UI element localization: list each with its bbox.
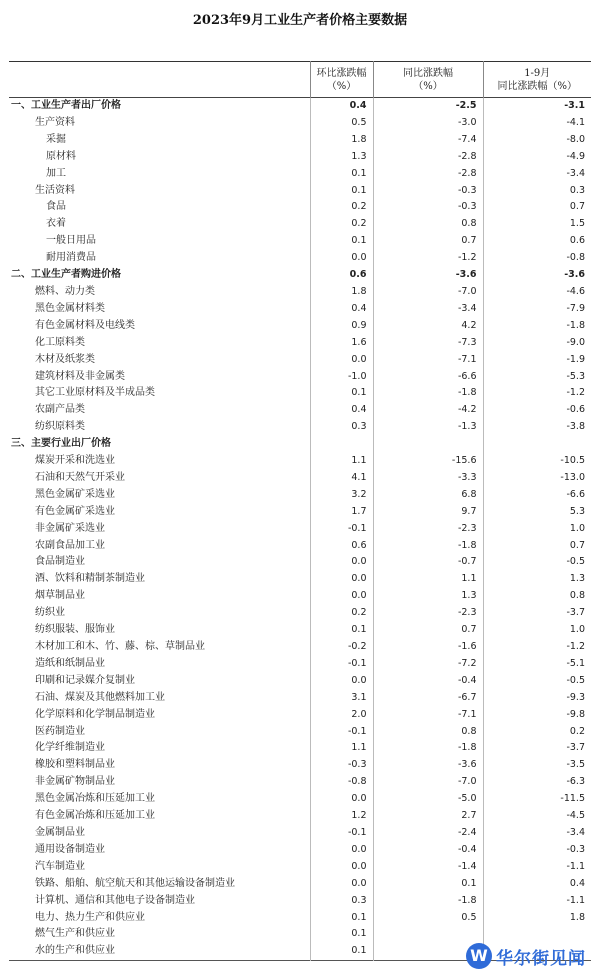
cell-yoy: -3.0 [373, 115, 483, 132]
row-label: 计算机、通信和其他电子设备制造业 [35, 894, 195, 906]
cell-yoy: -3.3 [373, 470, 483, 487]
cell-yoy: -2.4 [373, 825, 483, 842]
row-label: 酒、饮料和精制茶制造业 [35, 573, 145, 585]
cell-yoy: -7.0 [373, 284, 483, 301]
table-row [9, 690, 591, 707]
cell-yoy: 2.7 [373, 808, 483, 825]
table-row [9, 926, 591, 943]
cell-mom: 1.2 [310, 808, 373, 825]
cell-yoy: 4.2 [373, 318, 483, 335]
cell-ytd: -9.0 [483, 335, 591, 352]
page-title: 2023年9月工业生产者价格主要数据 [192, 13, 408, 28]
cell-yoy: 1.3 [373, 588, 483, 605]
cell-ytd: -3.7 [483, 605, 591, 622]
cell-yoy: -3.6 [373, 757, 483, 774]
row-label: 印刷和记录媒介复制业 [35, 674, 135, 686]
cell-yoy: -2.5 [373, 98, 483, 115]
cell-mom: 0.1 [310, 183, 373, 200]
cell-yoy: 0.7 [373, 622, 483, 639]
header-ytd-line1: 1-9月 [524, 67, 551, 79]
cell-ytd: -3.4 [483, 825, 591, 842]
table-row [9, 673, 591, 690]
cell-yoy: 6.8 [373, 487, 483, 504]
cell-mom: 0.1 [310, 926, 373, 943]
row-label: 一、工业生产者出厂价格 [11, 100, 121, 111]
row-label: 水的生产和供应业 [35, 945, 115, 957]
cell-mom: 0.5 [310, 115, 373, 132]
cell-yoy: -0.4 [373, 842, 483, 859]
row-label: 纺织原料类 [35, 421, 85, 433]
header-item [9, 62, 310, 98]
cell-mom: 0.1 [310, 910, 373, 927]
cell-mom: 0.6 [310, 267, 373, 284]
row-label: 非金属矿采选业 [35, 522, 105, 534]
row-label: 木材及纸浆类 [35, 353, 95, 365]
row-label: 烟草制品业 [35, 590, 85, 602]
cell-mom: -0.1 [310, 656, 373, 673]
row-label: 生产资料 [35, 116, 75, 128]
cell-ytd: -4.9 [483, 149, 591, 166]
table-row [9, 588, 591, 605]
cell-yoy [373, 436, 483, 453]
cell-ytd: -3.4 [483, 166, 591, 183]
row-label: 石油、煤炭及其他燃料加工业 [35, 691, 165, 703]
table-row [9, 774, 591, 791]
cell-yoy: -5.0 [373, 791, 483, 808]
table-row [9, 893, 591, 910]
cell-ytd: 0.7 [483, 538, 591, 555]
row-label: 食品 [46, 201, 66, 213]
table-row [9, 808, 591, 825]
cell-yoy: 9.7 [373, 504, 483, 521]
cell-ytd: 0.4 [483, 876, 591, 893]
table-row [9, 656, 591, 673]
cell-ytd: -1.2 [483, 639, 591, 656]
table-row [9, 757, 591, 774]
row-label: 生活资料 [35, 184, 75, 196]
table-row [9, 876, 591, 893]
header-ytd-line2: 同比涨跌幅（%） [497, 80, 577, 92]
table-row [9, 436, 591, 453]
row-label: 食品制造业 [35, 556, 85, 568]
table-row [9, 301, 591, 318]
cell-mom: 1.8 [310, 132, 373, 149]
table-row [9, 487, 591, 504]
table-row [9, 639, 591, 656]
row-label: 一般日用品 [46, 235, 96, 247]
row-label: 建筑材料及非金属类 [35, 370, 125, 382]
cell-mom: 0.2 [310, 216, 373, 233]
row-label: 通用设备制造业 [35, 843, 105, 855]
cell-mom: 0.2 [310, 199, 373, 216]
cell-yoy: -0.4 [373, 673, 483, 690]
cell-mom: 0.3 [310, 893, 373, 910]
cell-mom: 0.0 [310, 673, 373, 690]
wallstreetcn-logo-icon: W [466, 943, 492, 969]
table-row [9, 98, 591, 115]
cell-yoy: -6.7 [373, 690, 483, 707]
header-mom-line2: （%） [326, 80, 357, 92]
table-row [9, 605, 591, 622]
cell-ytd: 5.3 [483, 504, 591, 521]
cell-mom: 0.4 [310, 402, 373, 419]
table-row [9, 132, 591, 149]
cell-yoy: -3.4 [373, 301, 483, 318]
table-row [9, 149, 591, 166]
cell-yoy: -7.4 [373, 132, 483, 149]
cell-mom: 1.6 [310, 335, 373, 352]
row-label: 石油和天然气开采业 [35, 471, 125, 483]
cell-mom: 4.1 [310, 470, 373, 487]
cell-mom: 0.1 [310, 943, 373, 960]
row-label: 有色金属矿采选业 [35, 505, 115, 517]
row-label: 燃料、动力类 [35, 285, 95, 297]
cell-mom: -1.0 [310, 369, 373, 386]
row-label: 非金属矿物制品业 [35, 776, 115, 788]
cell-mom: 1.7 [310, 504, 373, 521]
cell-yoy: -1.8 [373, 893, 483, 910]
cell-mom: 1.1 [310, 453, 373, 470]
cell-ytd: -3.8 [483, 419, 591, 436]
row-label: 铁路、船舶、航空航天和其他运输设备制造业 [35, 877, 235, 889]
cell-yoy: -7.3 [373, 335, 483, 352]
cell-mom: 0.0 [310, 250, 373, 267]
cell-ytd: -3.1 [483, 98, 591, 115]
table-row [9, 622, 591, 639]
cell-mom: 0.0 [310, 571, 373, 588]
cell-ytd: -9.8 [483, 707, 591, 724]
row-label: 三、主要行业出厂价格 [11, 438, 111, 450]
cell-ytd [483, 436, 591, 453]
table-row [9, 740, 591, 757]
table-row [9, 233, 591, 250]
cell-ytd: -0.6 [483, 402, 591, 419]
cell-mom: 0.4 [310, 301, 373, 318]
cell-yoy: -2.8 [373, 166, 483, 183]
row-label: 黑色金属冶炼和压延加工业 [35, 793, 155, 805]
row-label: 煤炭开采和洗选业 [35, 455, 115, 467]
cell-yoy: 0.8 [373, 724, 483, 741]
cell-yoy: 1.1 [373, 571, 483, 588]
cell-ytd: 1.5 [483, 216, 591, 233]
cell-mom: 0.0 [310, 842, 373, 859]
header-mom-line1: 环比涨跌幅 [316, 67, 367, 79]
header-yoy-line1: 同比涨跌幅 [403, 67, 453, 79]
cell-mom: 0.6 [310, 538, 373, 555]
table-row [9, 825, 591, 842]
cell-yoy: -1.4 [373, 859, 483, 876]
cell-mom: 0.0 [310, 791, 373, 808]
cell-mom: 0.1 [310, 622, 373, 639]
cell-ytd: 1.8 [483, 910, 591, 927]
cell-mom: -0.8 [310, 774, 373, 791]
cell-mom: -0.1 [310, 825, 373, 842]
row-label: 化学原料和化学制品制造业 [35, 708, 155, 720]
table-row [9, 402, 591, 419]
cell-mom: 0.0 [310, 859, 373, 876]
cell-ytd: -1.8 [483, 318, 591, 335]
cell-yoy: -1.8 [373, 385, 483, 402]
row-label: 衣着 [46, 218, 66, 230]
cell-yoy: 0.8 [373, 216, 483, 233]
cell-ytd: 1.3 [483, 571, 591, 588]
table-row [9, 538, 591, 555]
table-row [9, 859, 591, 876]
row-label: 农副食品加工业 [35, 539, 105, 551]
row-label: 有色金属冶炼和压延加工业 [35, 810, 155, 822]
cell-mom: 0.0 [310, 876, 373, 893]
cell-yoy: -4.2 [373, 402, 483, 419]
row-label: 橡胶和塑料制品业 [35, 759, 115, 771]
table-row [9, 385, 591, 402]
cell-mom: -0.1 [310, 521, 373, 538]
cell-ytd: -0.8 [483, 250, 591, 267]
cell-yoy: -0.3 [373, 183, 483, 200]
row-label: 纺织业 [35, 607, 65, 619]
row-label: 化学纤维制造业 [35, 742, 105, 754]
cell-ytd: -13.0 [483, 470, 591, 487]
table-row [9, 521, 591, 538]
table-row [9, 284, 591, 301]
cell-ytd: 0.2 [483, 724, 591, 741]
cell-ytd: -0.5 [483, 673, 591, 690]
cell-mom: 0.0 [310, 352, 373, 369]
table-row [9, 352, 591, 369]
cell-mom: -0.1 [310, 724, 373, 741]
table-row [9, 115, 591, 132]
cell-ytd: -11.5 [483, 791, 591, 808]
cell-ytd: -5.3 [483, 369, 591, 386]
cell-mom: 3.1 [310, 690, 373, 707]
table-row [9, 554, 591, 571]
row-label: 金属制品业 [35, 826, 85, 838]
watermark-text: 华尔街见闻 [496, 948, 586, 969]
cell-yoy: -2.8 [373, 149, 483, 166]
cell-yoy: -15.6 [373, 453, 483, 470]
cell-mom: 3.2 [310, 487, 373, 504]
table-row [9, 216, 591, 233]
header-mom [310, 62, 373, 98]
table-row [9, 267, 591, 284]
row-label: 有色金属材料及电线类 [35, 319, 135, 331]
header-ytd [483, 62, 591, 98]
cell-mom: -0.2 [310, 639, 373, 656]
cell-ytd: 0.7 [483, 199, 591, 216]
cell-yoy: -7.1 [373, 352, 483, 369]
row-label: 加工 [46, 167, 66, 179]
cell-yoy: 0.1 [373, 876, 483, 893]
table-row [9, 199, 591, 216]
cell-mom: 0.1 [310, 166, 373, 183]
cell-yoy: -0.7 [373, 554, 483, 571]
cell-ytd: -1.1 [483, 893, 591, 910]
table-row [9, 166, 591, 183]
table-body [9, 98, 591, 961]
row-label: 纺织服装、服饰业 [35, 624, 115, 636]
cell-ytd: -3.5 [483, 757, 591, 774]
cell-yoy: 0.5 [373, 910, 483, 927]
row-label: 电力、热力生产和供应业 [35, 911, 145, 923]
cell-mom: 0.9 [310, 318, 373, 335]
cell-ytd: -4.1 [483, 115, 591, 132]
cell-mom: 0.2 [310, 605, 373, 622]
cell-yoy: -1.3 [373, 419, 483, 436]
cell-mom: 1.3 [310, 149, 373, 166]
header-yoy-line2: （%） [413, 80, 443, 92]
table-row [9, 571, 591, 588]
cell-ytd: -8.0 [483, 132, 591, 149]
table-row [9, 318, 591, 335]
cell-yoy: -7.0 [373, 774, 483, 791]
cell-ytd: 1.0 [483, 521, 591, 538]
row-label: 汽车制造业 [35, 860, 85, 872]
table-row [9, 335, 591, 352]
cell-ytd: -3.7 [483, 740, 591, 757]
cell-mom: 0.3 [310, 419, 373, 436]
cell-ytd: -10.5 [483, 453, 591, 470]
table-row [9, 791, 591, 808]
cell-ytd: -1.2 [483, 385, 591, 402]
header-yoy [373, 62, 483, 98]
cell-ytd: 0.3 [483, 183, 591, 200]
row-label: 化工原料类 [35, 336, 85, 348]
table-row [9, 707, 591, 724]
cell-ytd: -5.1 [483, 656, 591, 673]
cell-yoy: -7.2 [373, 656, 483, 673]
table-row [9, 724, 591, 741]
cell-ytd: -0.5 [483, 554, 591, 571]
table-row [9, 183, 591, 200]
table-row [9, 369, 591, 386]
cell-ytd: -1.1 [483, 859, 591, 876]
table-row [9, 504, 591, 521]
cell-ytd: 0.8 [483, 588, 591, 605]
cell-mom: 1.8 [310, 284, 373, 301]
table-row [9, 910, 591, 927]
cell-ytd: 0.6 [483, 233, 591, 250]
row-label: 采掘 [46, 133, 66, 145]
cell-ytd: -9.3 [483, 690, 591, 707]
row-label: 医药制造业 [35, 725, 85, 737]
row-label: 农副产品类 [35, 404, 85, 416]
cell-yoy [373, 926, 483, 943]
watermark [466, 943, 586, 969]
cell-mom: 1.1 [310, 740, 373, 757]
row-label: 木材加工和木、竹、藤、棕、草制品业 [35, 641, 205, 652]
row-label: 造纸和纸制品业 [35, 657, 105, 669]
table-row [9, 250, 591, 267]
cell-mom: 0.1 [310, 233, 373, 250]
cell-yoy: -2.3 [373, 605, 483, 622]
row-label: 原材料 [46, 150, 76, 162]
row-label: 耐用消费品 [46, 252, 96, 264]
row-label: 黑色金属材料类 [35, 302, 105, 314]
cell-mom: 0.1 [310, 385, 373, 402]
cell-yoy: -2.3 [373, 521, 483, 538]
cell-yoy: -1.8 [373, 740, 483, 757]
table-row [9, 419, 591, 436]
cell-ytd: -3.6 [483, 267, 591, 284]
price-data-table [9, 61, 591, 961]
cell-yoy: -6.6 [373, 369, 483, 386]
cell-mom: 0.0 [310, 588, 373, 605]
table-row [9, 470, 591, 487]
cell-mom: 0.4 [310, 98, 373, 115]
cell-ytd: -0.3 [483, 842, 591, 859]
cell-ytd: -6.3 [483, 774, 591, 791]
cell-yoy: -1.6 [373, 639, 483, 656]
cell-ytd: -6.6 [483, 487, 591, 504]
cell-yoy: -3.6 [373, 267, 483, 284]
cell-yoy: -0.3 [373, 199, 483, 216]
cell-yoy: -1.8 [373, 538, 483, 555]
row-label: 二、工业生产者购进价格 [11, 269, 121, 281]
cell-yoy: -7.1 [373, 707, 483, 724]
row-label: 燃气生产和供应业 [35, 928, 115, 940]
cell-mom: 0.0 [310, 554, 373, 571]
cell-ytd: -7.9 [483, 301, 591, 318]
cell-mom: 2.0 [310, 707, 373, 724]
row-label: 黑色金属矿采选业 [35, 488, 115, 500]
cell-ytd: -1.9 [483, 352, 591, 369]
table-header [9, 62, 591, 98]
cell-mom: -0.3 [310, 757, 373, 774]
cell-yoy: -1.2 [373, 250, 483, 267]
table-row [9, 453, 591, 470]
row-label: 其它工业原材料及半成品类 [35, 387, 155, 399]
cell-ytd: -4.5 [483, 808, 591, 825]
cell-yoy: 0.7 [373, 233, 483, 250]
cell-mom [310, 436, 373, 453]
cell-ytd: 1.0 [483, 622, 591, 639]
table-row [9, 842, 591, 859]
cell-ytd: -4.6 [483, 284, 591, 301]
cell-ytd [483, 926, 591, 943]
